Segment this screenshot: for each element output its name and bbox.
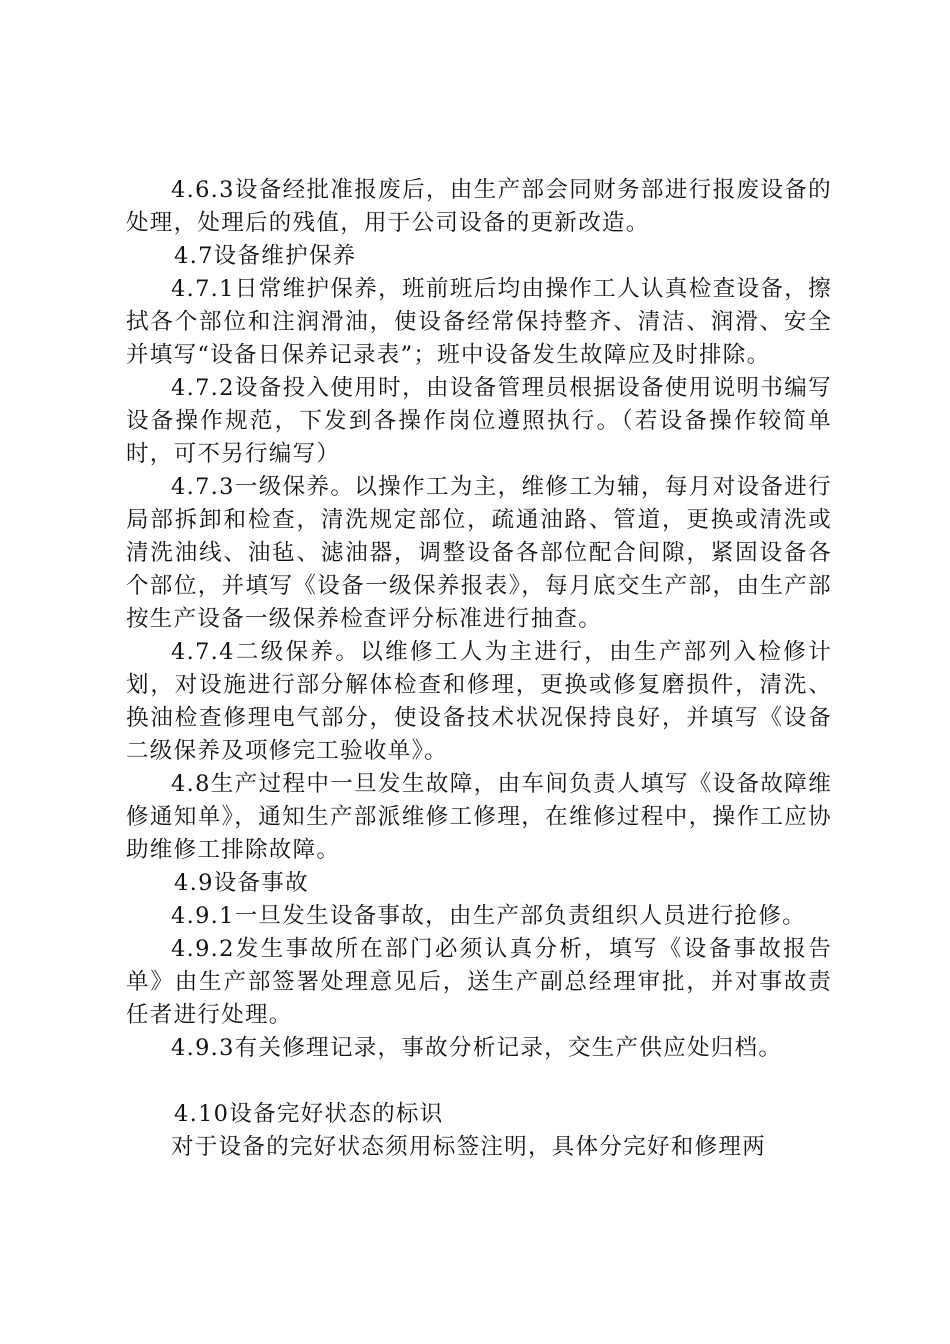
paragraph-4-9-3: 4.9.3有关修理记录，事故分析记录，交生产供应处归档。	[171, 1035, 783, 1061]
heading-4-9: 4.9设备事故	[174, 870, 309, 896]
paragraph-4-7-4: 4.7.4二级保养。以维修工人为主进行，由生产部列入检修计划，对设施进行部分解体检查和修理，更换或修复磨损件，清洗、换油检查修理电气部分，使设备技术状况保持良好，并填写《设备二级保养及项修完工验收单》。	[126, 639, 832, 764]
paragraph-4-7-3: 4.7.3一级保养。以操作工为主，维修工为辅，每月对设备进行局部拆卸和检查，清洗规定部位，疏通油路、管道，更换或清洗或清洗油线、油毡、滤油器，调整设备各部位配合间隙，紧固设备各个部位，并填写《设备一级保养报表》，每月底交生产部，由生产部按生产设备一级保养检查评分标准进行抽查。	[126, 474, 832, 632]
paragraph-4-8: 4.8生产过程中一旦发生故障，由车间负责人填写《设备故障维修通知单》，通知生产部派维修工修理，在维修过程中，操作工应协助维修工排除故障。	[126, 771, 832, 863]
paragraph-4-10-body: 对于设备的完好状态须用标签注明，具体分完好和修理两	[171, 1134, 767, 1160]
paragraph-spacer	[126, 1065, 832, 1098]
paragraph-4-7-2: 4.7.2设备投入使用时，由设备管理员根据设备使用说明书编写设备操作规范，下发到各操作岗位遵照执行。（若设备操作较简单时，可不另行编写）	[126, 375, 832, 467]
paragraph-4-6-3: 4.6.3设备经批准报废后，由生产部会同财务部进行报废设备的处理，处理后的残值，用于公司设备的更新改造。	[126, 177, 832, 236]
heading-4-10: 4.10设备完好状态的标识	[174, 1101, 444, 1127]
paragraph-4-9-2: 4.9.2发生事故所在部门必须认真分析，填写《设备事故报告单》由生产部签署处理意见后，送生产副总经理审批，并对事故责任者进行处理。	[126, 936, 832, 1028]
heading-4-7: 4.7设备维护保养	[174, 243, 357, 269]
paragraph-4-9-1: 4.9.1一旦发生设备事故，由生产部负责组织人员进行抢修。	[171, 903, 806, 929]
document-body	[126, 174, 832, 1164]
paragraph-4-7-1: 4.7.1日常维护保养，班前班后均由操作工人认真检查设备，擦拭各个部位和注润滑油，使设备经常保持整齐、清洁、润滑、安全并填写“设备日保养记录表”；班中设备发生故障应及时排除。	[126, 276, 832, 368]
